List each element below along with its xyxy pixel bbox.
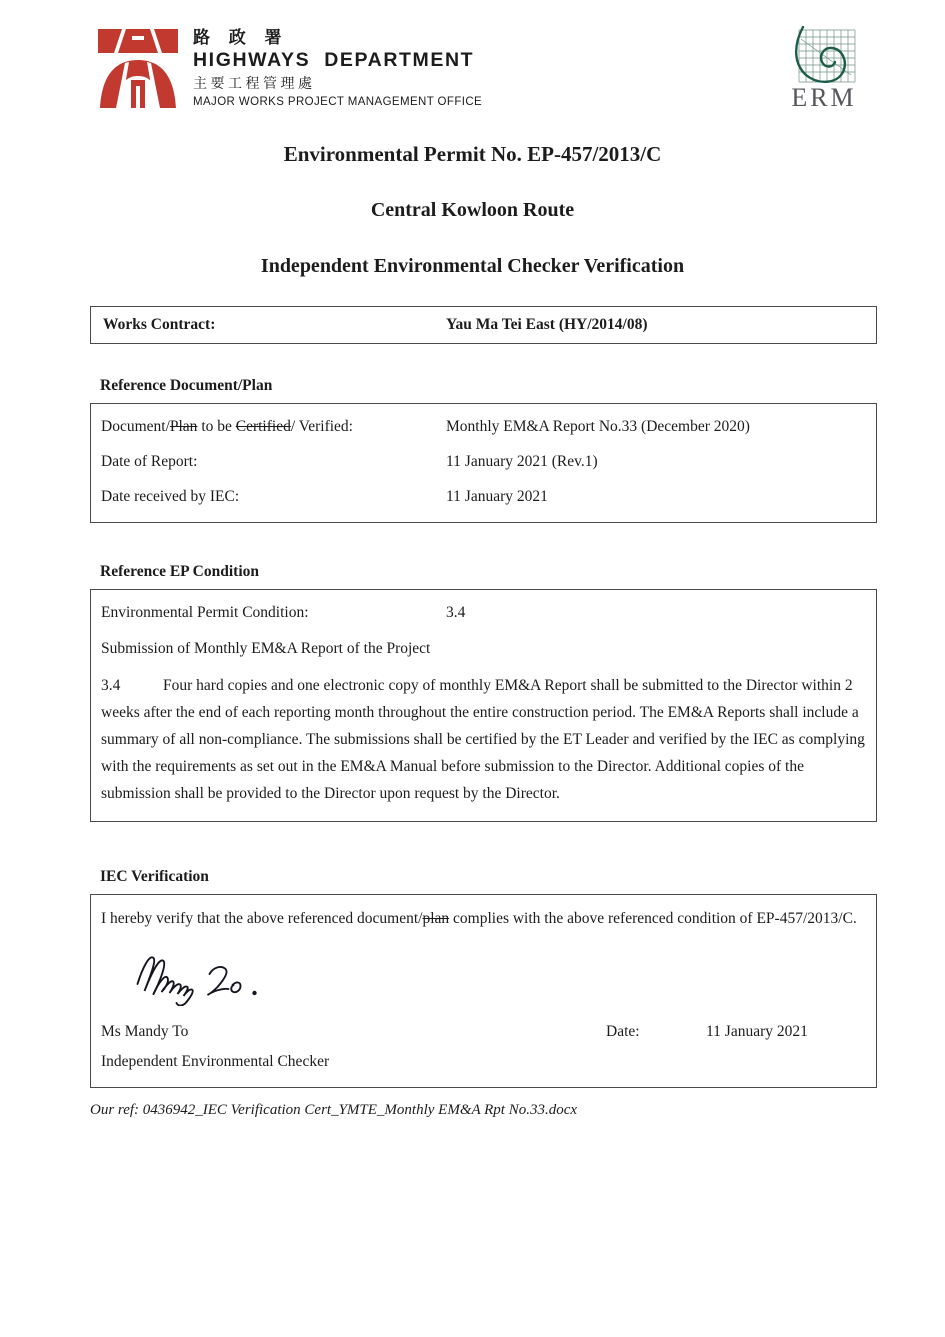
- erm-logo-block: [785, 26, 863, 111]
- document-verified-row: [91, 415, 876, 439]
- verification-statement: I hereby verify that the above referenced document/plan complies with the above referenced condition of EP-457/2013/C.: [101, 910, 857, 927]
- reference-document-heading: Reference Document/Plan: [100, 377, 273, 394]
- project-title: Central Kowloon Route: [370, 199, 575, 221]
- signatory-name: Ms Mandy To: [101, 1023, 189, 1040]
- ep-condition-label: Environmental Permit Condition:: [101, 604, 309, 621]
- date-of-report-label: Date of Report:: [101, 453, 198, 470]
- date-label: Date:: [606, 1023, 640, 1040]
- date-of-report-value: 11 January 2021 (Rev.1): [446, 453, 598, 470]
- highways-department-icon: [98, 26, 178, 108]
- document-body: [90, 306, 877, 1120]
- hyd-name-chinese: 路 政 署: [193, 28, 289, 47]
- date-received-row: [91, 485, 876, 509]
- ep-condition-subtitle: Submission of Monthly EM&A Report of the Project: [101, 640, 431, 657]
- reference-document-box: [90, 403, 877, 523]
- date-received-label: Date received by IEC:: [101, 488, 240, 505]
- reference-ep-box: [90, 589, 877, 822]
- signatory-title: Independent Environmental Checker: [101, 1053, 330, 1070]
- ep-clause-text: Four hard copies and one electronic copy of monthly EM&A Report shall be submitted to the Director within 2 weeks after the end of each reporting month throughout the entire construction period. The EM&A Reports shall include a summary of all non-compliance. The submissions shall be certified by the ET Leader and verified by the IEC as complying with the requirements as set out in the EM&A Manual before submission to the Director. Additional copies of the submission shall be provided to the Director upon request by the Director.: [101, 677, 865, 802]
- ep-clause-number: 3.4: [101, 677, 121, 694]
- erm-logo-label: ERM: [791, 83, 857, 112]
- header: [0, 0, 945, 111]
- works-contract-value: Yau Ma Tei East (HY/2014/08): [446, 316, 648, 333]
- strikethrough-plan: Plan: [169, 418, 198, 435]
- works-contract-box: [90, 306, 877, 344]
- erm-fern-icon: [787, 26, 861, 88]
- highways-department-text: [193, 26, 482, 110]
- signature-period-dot: [252, 991, 256, 995]
- permit-number-title: Environmental Permit No. EP-457/2013/C: [283, 142, 662, 166]
- iec-verification-box: [90, 894, 877, 1088]
- hyd-name-english: HIGHWAYS DEPARTMENT: [193, 49, 475, 71]
- date-value: 11 January 2021: [706, 1023, 808, 1040]
- iec-verification-heading: IEC Verification: [100, 868, 209, 885]
- date-received-value: 11 January 2021: [446, 488, 548, 505]
- ep-condition-row: [91, 601, 876, 625]
- hyd-office-english: MAJOR WORKS PROJECT MANAGEMENT OFFICE: [193, 96, 483, 108]
- our-ref-line: Our ref: 0436942_IEC Verification Cert_YMTE_Monthly EM&A Rpt No.33.docx: [90, 1102, 578, 1118]
- signature-image: [105, 944, 300, 1006]
- ep-condition-value: 3.4: [446, 604, 466, 621]
- strikethrough-certified: Certified: [235, 418, 291, 435]
- signatory-row: [91, 1020, 876, 1044]
- strikethrough-plan-statement: plan: [422, 910, 450, 927]
- document-type-title: Independent Environmental Checker Verification: [260, 255, 685, 277]
- highways-department-logo-block: [98, 26, 482, 110]
- date-of-report-row: [91, 450, 876, 474]
- reference-ep-heading: Reference EP Condition: [100, 563, 260, 580]
- works-contract-label: Works Contract:: [103, 316, 216, 333]
- document-verified-label: Document/Plan to be Certified/ Verified:: [101, 418, 353, 435]
- hyd-office-chinese: 主要工程管理處: [193, 75, 316, 91]
- ep-clause-paragraph: [91, 672, 876, 807]
- document-verified-value: Monthly EM&A Report No.33 (December 2020): [446, 418, 750, 435]
